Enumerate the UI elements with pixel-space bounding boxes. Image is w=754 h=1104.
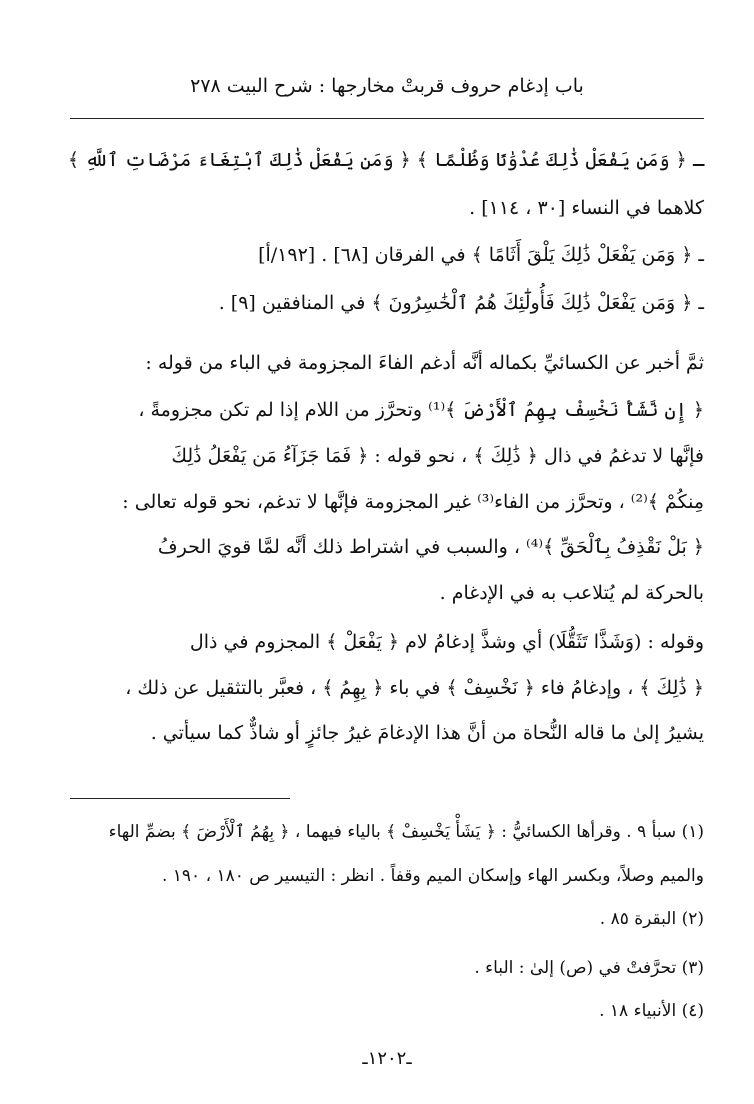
verse-line-1: ـ ﴿ وَمَن يَفْعَلْ ذَٰلِكَ عُدْوَٰنًا وَظُلْمًا ﴾ ﴿ وَمَن يَفْعَلْ ذَٰلِكَ ٱبْتِغَاءَ مَرْضَاتِ ٱللَّهِ ﴾	[67, 149, 704, 171]
footnote-divider	[70, 798, 290, 799]
verse-line-2: كلاهما في النساء [٣٠ ، ١١٤] .	[469, 197, 704, 219]
footnote-3: (٣) تحرَّفتْ في (ص) إلىٰ : الباء .	[474, 958, 704, 978]
footnote-4: (٤) الأنبياء ١٨ .	[599, 1001, 704, 1021]
paragraph-2-line-5: ﴿ بَلْ نَقْذِفُ بِٱلْحَقِّ ﴾⁽⁴⁾ ، والسبب في اشتراط ذلك أنَّه لمَّا قويَ الحرفُ	[157, 536, 704, 558]
paragraph-2-line-6: بالحركة لم يُتلاعب به في الإدغام .	[439, 582, 704, 604]
paragraph-2-line-2: ﴿ إِن نَّشَأْ نَخْسِفْ بِهِمُ ٱلْأَرْضَ ﴾⁽¹⁾ وتحرَّز من اللام إذا لم تكن مجزومةً ،	[138, 399, 704, 421]
footnote-2: (٢) البقرة ٨٥ .	[599, 909, 704, 929]
verse-line-4: ـ ﴿ وَمَن يَفْعَلْ ذَٰلِكَ فَأُولَٰٓئِكَ هُمُ ٱلْخَٰسِرُونَ ﴾ في المنافقين [٩] .	[218, 292, 704, 314]
paragraph-3-line-3: يشيرُ إلىٰ ما قاله النُّحاة من أنَّ هذا الإدغامَ غيرُ جائزٍ أو شاذٌّ كما سيأتي .	[150, 722, 704, 744]
book-page	[67, 0, 704, 1104]
paragraph-2-line-1: ثمَّ أخبر عن الكسائيِّ بكماله أنَّه أدغم الفاءَ المجزومة في الباء من قوله :	[145, 352, 704, 374]
footnote-1-line-1: (١) سبأ ٩ . وقرأها الكسائيُّ : ﴿ يَشَأْ يَخْسِفْ ﴾ بالياء فيهما ، ﴿ بِهُمُ ٱلْأَرْضَ ﴾ بضمِّ الهاء	[108, 822, 704, 842]
header-divider	[70, 118, 704, 119]
running-header: باب إدغام حروف قربتْ مخارجها : شرح البيت ٢٧٨	[190, 75, 584, 97]
paragraph-3-line-2: ﴿ ذَٰلِكَ ﴾ ، وإدغامُ فاء ﴿ نَخْسِفْ ﴾ في باء ﴿ بِهِمُ ﴾ ، فعبَّر بالتثقيل عن ذلك ،	[125, 677, 704, 699]
verse-line-3: ـ ﴿ وَمَن يَفْعَلْ ذَٰلِكَ يَلْقَ أَثَامًا ﴾ في الفرقان [٦٨] . [١٩٢/أ]	[258, 244, 704, 266]
paragraph-3-line-1: وقوله : (وَشَذَّا تَثَقُّلَا) أي وشذَّ إدغامُ لام ﴿ يَفْعَلْ ﴾ المجزوم في ذال	[189, 631, 704, 653]
paragraph-2-line-4: مِنكُمْ ﴾⁽²⁾ ، وتحرَّز من الفاء⁽³⁾ غير المجزومة فإنَّها لا تدغم، نحو قوله تعالى :	[122, 491, 704, 513]
footnote-1-line-2: والميم وصلاً، وبكسر الهاء وإسكان الميم وقفاً . انظر : التيسير ص ١٨٠ ، ١٩٠ .	[161, 866, 704, 886]
page-number: ـ١٢٠٢ـ	[362, 1048, 412, 1069]
paragraph-2-line-3: فإنَّها لا تدغمُ في ذال ﴿ ذَٰلِكَ ﴾ ، نحو قوله : ﴿ فَمَا جَزَآءُ مَن يَفْعَلُ ذَٰلِكَ	[171, 445, 704, 467]
